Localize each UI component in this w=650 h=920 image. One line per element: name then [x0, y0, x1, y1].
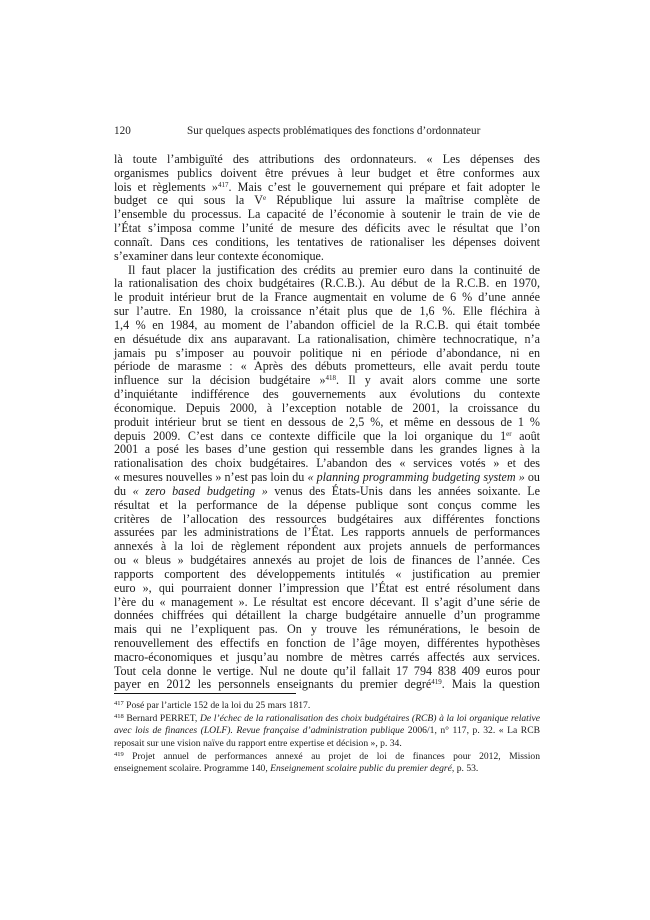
text-run: produit intérieur brut se tient en dessous de 2,5 %, et même en dessous de 1 %	[114, 414, 540, 429]
body-line-content	[114, 596, 540, 610]
text-run: Tout cela donne le vertige. Nul ne doute qu’il fallait 17 794 838 409 euros pour	[114, 663, 540, 678]
body-line	[114, 277, 540, 291]
body-line-content	[114, 250, 540, 264]
body-line-content	[114, 347, 540, 361]
body-line-content	[114, 430, 540, 444]
body-text	[114, 153, 540, 692]
footnote-line	[114, 763, 540, 776]
body-line-content	[114, 416, 540, 430]
text-run: résultat et la performance de la dépense publique sont conçus comme les	[114, 497, 540, 512]
text-run: ou « bleus » budgétaires annexés au projet de lois de finances de l’année. Ces	[114, 553, 540, 568]
running-title: Sur quelques aspects problématiques des fonctions d’ordonnateur	[187, 125, 481, 137]
footnote-line	[114, 713, 540, 726]
text-run: depuis 2009. C’est dans ce contexte difficile que la loi organique du 1	[114, 428, 507, 443]
body-line-content	[114, 208, 540, 222]
body-line-content	[114, 333, 540, 347]
body-line	[114, 526, 540, 540]
body-line-content	[114, 554, 540, 568]
italic-text: De l’échec de la rationalisation des choix budgétaires (RCB) à la loi organique relative	[199, 712, 541, 724]
body-line-content	[114, 678, 540, 692]
footnote-line-content	[114, 751, 540, 764]
page-number: 120	[114, 125, 131, 137]
body-line	[114, 568, 540, 582]
text-run: 1,4 % en 1984, au moment de l’abandon officiel de la R.C.B. qui était tombée	[114, 317, 540, 332]
body-line	[114, 609, 540, 623]
body-line	[114, 582, 540, 596]
text-run: annexés à la loi de règlement répondent aux projets annuels de performances	[114, 539, 540, 554]
text-run: . Il y avait alors comme une sorte	[336, 373, 540, 388]
body-line	[114, 402, 540, 416]
body-line-content	[114, 167, 540, 181]
text-run: données chiffrées qui détaillent la charge budgétaire annuelle d’un programme	[114, 608, 540, 623]
text-run: , p. 53.	[451, 763, 479, 775]
footnote-number: 418	[114, 712, 124, 720]
footnote-line	[114, 738, 540, 751]
body-line-content	[114, 181, 540, 195]
footnote-reference: 417	[217, 180, 229, 189]
footnote-reference: e	[263, 194, 267, 203]
text-run: reposait sur une vision naïve du rapport entre expertise et décision », p. 34.	[114, 738, 402, 750]
footnote-reference: er	[506, 429, 512, 438]
text-run: la rationalisation des choix budgétaires (R.C.B.). Au début de la R.C.B. en 1970,	[114, 276, 540, 291]
body-line-content	[114, 443, 540, 457]
italic-text: « zero based budgeting »	[132, 483, 268, 498]
text-run: renouvellement des effectifs en fonction de l’âge moyen, différentes hypothèses	[114, 635, 540, 650]
footnote-number: 419	[114, 750, 124, 758]
text-run: budget ce qui sous la V	[114, 193, 264, 208]
body-line	[114, 319, 540, 333]
body-line-content	[114, 277, 540, 291]
body-line-content	[114, 388, 540, 402]
body-line-content	[114, 609, 540, 623]
text-run: Bernard PERRET,	[123, 712, 200, 724]
body-line-content	[114, 568, 540, 582]
text-run: macro-économiques et jusqu’au nombre de mètres carrés affectés aux services.	[114, 649, 540, 664]
text-run: s’examiner dans leur contexte économique.	[114, 248, 324, 263]
body-line	[114, 623, 540, 637]
text-run: économique. Depuis 2000, à l’exception notable de 2001, la croissance du	[114, 400, 540, 415]
body-line	[114, 222, 540, 236]
footnote-line-content	[114, 713, 540, 726]
text-run: influence sur la décision budgétaire »	[114, 373, 326, 388]
body-line-content	[114, 402, 540, 416]
body-line	[114, 443, 540, 457]
body-line	[114, 430, 540, 444]
footnote-line-content	[114, 763, 540, 776]
footnote-separator	[114, 693, 296, 694]
body-line-content	[114, 665, 540, 679]
text-run: venus des États-Unis dans les années soixante. Le	[267, 483, 540, 498]
body-line	[114, 678, 540, 692]
body-line	[114, 499, 540, 513]
body-line-content	[114, 319, 540, 333]
body-line	[114, 513, 540, 527]
text-run: critères de l’allocation des ressources budgétaires aux différentes fonctions	[114, 511, 540, 526]
text-run: enseignement scolaire. Programme 140,	[114, 763, 271, 775]
body-line-content	[114, 360, 540, 374]
body-line-content	[114, 194, 540, 208]
text-run: lois et règlements »	[114, 179, 218, 194]
footnote-line	[114, 751, 540, 764]
text-run: « mesures nouvelles » n’est pas loin du	[114, 470, 308, 485]
body-line	[114, 333, 540, 347]
italic-text: avec lois de finances (LOLF). Revue française d’administration publique	[114, 725, 405, 737]
body-line	[114, 347, 540, 361]
text-run: d’inquiétante indifférence des gouvernements aux évolutions du contexte	[114, 387, 540, 402]
body-line	[114, 264, 540, 278]
text-run: République lui assure la maîtrise complète de	[266, 193, 540, 208]
body-line	[114, 471, 540, 485]
text-run: 2006/1, n° 117, p. 32. « La RCB	[404, 725, 540, 737]
footnote-line-content	[114, 700, 540, 713]
body-line-content	[114, 582, 540, 596]
body-line-content	[114, 471, 540, 485]
footnote-line-content	[114, 738, 540, 751]
footnote-line-content	[114, 725, 540, 738]
text-run: Projet annuel de performances annexé au projet de loi de finances pour 2012, Mission	[123, 750, 540, 762]
text-run: l’État s’imposa comme l’unité de mesure des déficits avec le résultat que l’on	[114, 221, 540, 236]
body-line-content	[114, 526, 540, 540]
body-line-content	[114, 291, 540, 305]
body-line	[114, 181, 540, 195]
body-line	[114, 554, 540, 568]
text-run: payer en 2012 les personnels enseignants du premier degré	[114, 677, 432, 692]
text-run: du	[114, 483, 133, 498]
text-run: août	[511, 428, 540, 443]
body-line	[114, 167, 540, 181]
italic-text: « planning programming budgeting system »	[307, 470, 525, 485]
body-line	[114, 153, 540, 167]
text-run: l’ère du « management ». Le résultat est encore décevant. Il s’agit d’une série de	[114, 594, 540, 609]
body-line-content	[114, 540, 540, 554]
body-line-content	[114, 623, 540, 637]
body-line	[114, 596, 540, 610]
body-line	[114, 208, 540, 222]
body-line	[114, 291, 540, 305]
body-line-content	[114, 499, 540, 513]
footnote-number: 417	[114, 700, 124, 707]
footnote-line	[114, 725, 540, 738]
body-line	[114, 388, 540, 402]
body-line	[114, 305, 540, 319]
body-line	[114, 665, 540, 679]
text-run: assurées par les administrations de l’État. Les rapports annuels de performances	[114, 525, 540, 540]
text-run: période de marasme : « Après des débuts prometteurs, elle avait perdu toute	[114, 359, 540, 374]
body-line-content	[114, 264, 540, 278]
body-line-content	[114, 651, 540, 665]
body-line-content	[114, 153, 540, 167]
body-line-content	[114, 222, 540, 236]
text-run: là toute l’ambiguïté des attributions des ordonnateurs. « Les dépenses des	[114, 152, 540, 166]
text-run: mais qui ne l’expliquent pas. On y trouve les rémunérations, le besoin de	[114, 622, 540, 637]
body-line	[114, 416, 540, 430]
text-run: rapports comportent des développements intitulés « justification au premier	[114, 566, 540, 581]
text-run: Il faut placer la justification des crédits au premier euro dans la continuité de	[128, 262, 540, 277]
text-run: ou	[524, 470, 540, 485]
text-run: organismes publics doivent être prévues à leur budget et être conformes aux	[114, 165, 540, 180]
text-run: connaît. Dans ces conditions, les tentatives de rationaliser les dépenses doivent	[114, 234, 540, 249]
footnote-line	[114, 700, 540, 713]
body-line	[114, 360, 540, 374]
text-run: en désuétude dix ans auparavant. La rationalisation, chimère technocratique, n’a	[114, 331, 540, 346]
body-line-content	[114, 637, 540, 651]
text-run: jamais pu s’imposer au pouvoir politique ni en période d’abondance, ni en	[114, 345, 540, 360]
text-run: Posé par l’article 152 de la loi du 25 mars 1817.	[123, 700, 311, 711]
body-line-content	[114, 485, 540, 499]
text-run: l’ensemble du processus. La capacité de l’économie à soutenir le train de vie de	[114, 207, 540, 222]
body-line	[114, 651, 540, 665]
body-line-content	[114, 457, 540, 471]
text-run: sur l’autre. En 1980, la croissance n’était plus que de 1,6 %. Elle fléchira à	[114, 304, 540, 319]
body-line	[114, 194, 540, 208]
footnotes	[114, 700, 540, 776]
italic-text: Enseignement scolaire public du premier degré	[270, 763, 452, 775]
footnote-reference: 418	[325, 374, 337, 383]
text-run: . Mais c’est le gouvernement qui prépare et fait adopter le	[228, 179, 540, 194]
body-line	[114, 637, 540, 651]
text-run: rationalisation des choix budgétaires. L’abandon des « services votés » et des	[114, 456, 540, 471]
body-line	[114, 457, 540, 471]
body-line	[114, 485, 540, 499]
text-run: euro », qui pourraient donner l’impression que l’État est entré résolument dans	[114, 580, 540, 595]
body-line-content	[114, 374, 540, 388]
body-line-content	[114, 513, 540, 527]
text-run: le produit intérieur brut de la France augmentait en volume de 6 % d’une année	[114, 290, 540, 305]
body-line-content	[114, 305, 540, 319]
body-line	[114, 250, 540, 264]
footnote-reference: 419	[431, 678, 442, 687]
text-run: 2001 a posé les bases d’une gestion qui ressemble dans les grandes lignes à la	[114, 442, 540, 457]
text-run: . Mais la question	[441, 677, 540, 692]
body-line-content	[114, 236, 540, 250]
body-line	[114, 374, 540, 388]
body-line	[114, 236, 540, 250]
body-line	[114, 540, 540, 554]
